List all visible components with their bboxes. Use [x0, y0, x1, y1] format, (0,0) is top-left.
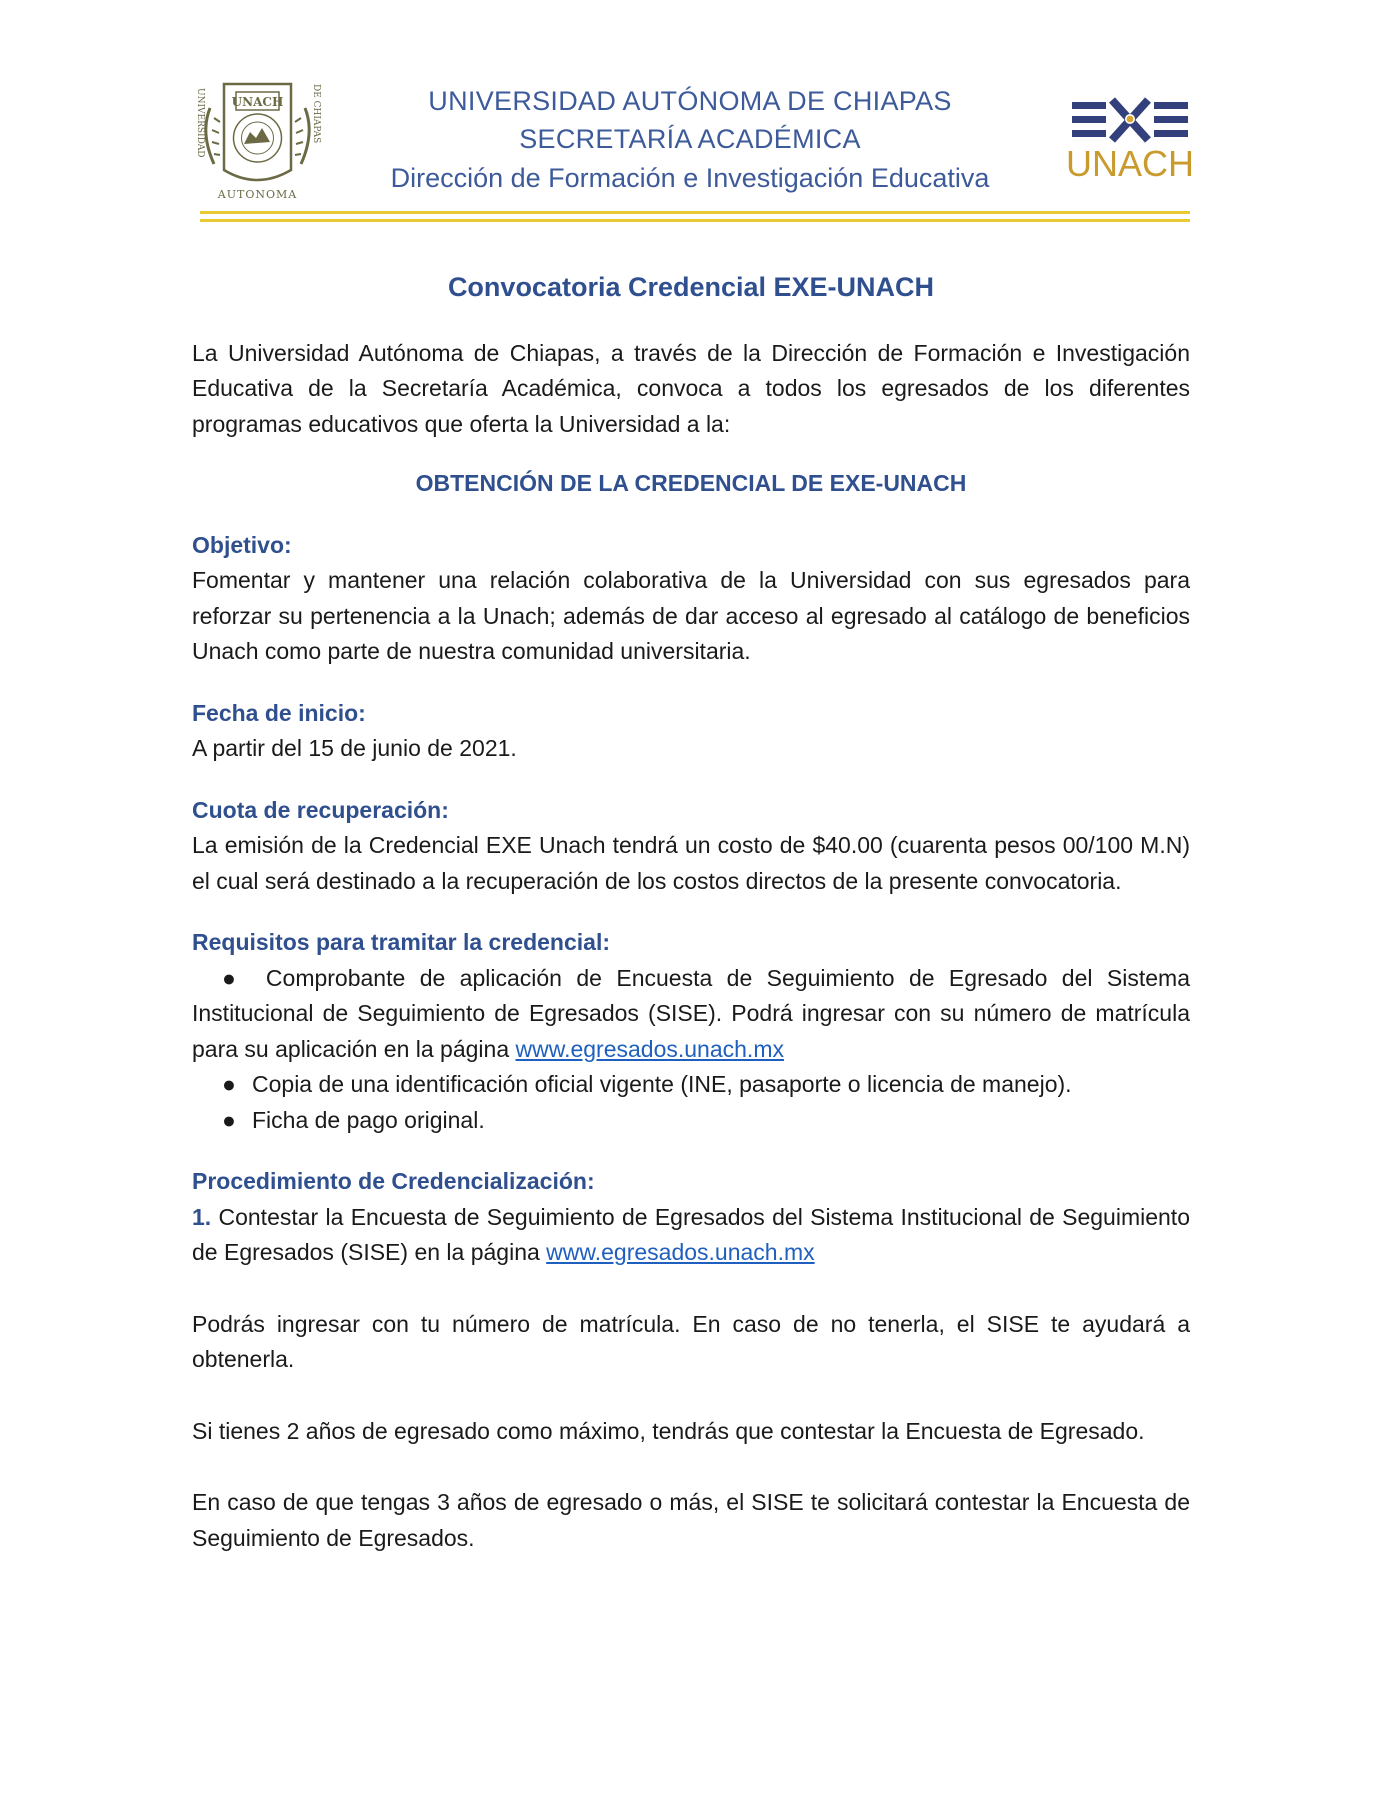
svg-text:UNACH: UNACH	[1065, 143, 1195, 184]
egresados-link[interactable]: www.egresados.unach.mx	[515, 1035, 784, 1062]
objetivo-heading: Objetivo:	[192, 531, 292, 558]
requisito-item-2-text: Copia de una identificación oficial vigente (INE, pasaporte o licencia de manejo).	[252, 1071, 1072, 1097]
svg-text:AUTONOMA: AUTONOMA	[217, 188, 298, 201]
fecha-heading: Fecha de inicio:	[192, 699, 366, 726]
egresados-link[interactable]: www.egresados.unach.mx	[546, 1239, 815, 1265]
bullet-icon: ●	[222, 1106, 236, 1133]
unach-seal-logo	[190, 78, 325, 202]
procedimiento-step-1	[192, 1200, 1190, 1271]
svg-text:DE CHIAPAS: DE CHIAPAS	[311, 84, 321, 144]
requisito-item-3-text: Ficha de pago original.	[252, 1106, 485, 1133]
call-subtitle: OBTENCIÓN DE LA CREDENCIAL DE EXE-UNACH	[415, 470, 967, 496]
secretariat-name: SECRETARÍA ACADÉMICA	[519, 124, 861, 154]
procedimiento-heading: Procedimiento de Credencialización:	[192, 1168, 595, 1194]
section-procedimiento	[192, 1164, 1190, 1556]
cuota-heading: Cuota de recuperación:	[192, 796, 449, 823]
requisito-item-3	[222, 1103, 1190, 1139]
step-number: 1.	[192, 1203, 212, 1230]
svg-text:UNACH: UNACH	[231, 95, 284, 109]
header-rule-bottom	[200, 219, 1190, 222]
requisito-item-2	[222, 1067, 1190, 1103]
header-rule-top	[200, 211, 1190, 214]
document-title: Convocatoria Credencial EXE-UNACH	[447, 272, 935, 302]
requisito-item-1	[192, 961, 1190, 1068]
cuota-text: La emisión de la Credencial EXE Unach tendrá un costo de $40.00 (cuarenta pesos 00/100 M.N) el cual será destinado a la recuperación de los costos directos de la presente convocatoria.	[192, 832, 1190, 894]
bullet-icon: ●	[222, 1071, 236, 1097]
requisito-item-1-text: Comprobante de aplicación de Encuesta de Seguimiento de Egresado del Sistema Institucional de Seguimiento de Egresados (SISE). Podrá ingresar con su número de matrícula para su aplicación en la página	[192, 964, 1190, 1062]
letterhead	[190, 72, 1200, 232]
university-name: UNIVERSIDAD AUTÓNOMA DE CHIAPAS	[428, 86, 952, 116]
exe-unach-logo	[1060, 86, 1200, 186]
procedimiento-para-2: Si tienes 2 años de egresado como máximo, tendrás que contestar la Encuesta de Egresado.	[192, 1417, 1145, 1444]
fecha-text: A partir del 15 de junio de 2021.	[192, 735, 517, 761]
directorate-name: Dirección de Formación e Investigación Educativa	[390, 163, 990, 193]
procedimiento-para-1: Podrás ingresar con tu número de matrícula. En caso de no tenerla, el SISE te ayudará a obtenerla.	[192, 1310, 1190, 1372]
section-cuota	[192, 793, 1190, 900]
step-1-text: Contestar la Encuesta de Seguimiento de Egresados del Sistema Institucional de Seguimiento de Egresados (SISE) en la página	[192, 1203, 1190, 1265]
section-objetivo	[192, 528, 1190, 670]
bullet-icon: ●	[222, 964, 244, 991]
objetivo-text: Fomentar y mantener una relación colaborativa de la Universidad con sus egresados para reforzar su pertenencia a la Unach; además de dar acceso al egresado al catálogo de beneficios Unach como parte de nuestra comunidad universitaria.	[192, 567, 1190, 664]
section-fecha	[192, 696, 1190, 767]
intro-paragraph: La Universidad Autónoma de Chiapas, a través de la Dirección de Formación e Investigación Educativa de la Secretaría Académica, convoca a todos los egresados de los diferentes programas educativos que oferta la Universidad a la:	[192, 339, 1190, 437]
procedimiento-para-3: En caso de que tengas 3 años de egresado o más, el SISE te solicitará contestar la Encuesta de Seguimiento de Egresados.	[192, 1489, 1190, 1551]
institution-header	[340, 82, 1040, 198]
svg-text:UNIVERSIDAD: UNIVERSIDAD	[195, 88, 205, 158]
section-requisitos	[192, 925, 1190, 1138]
document-body	[192, 262, 1190, 1582]
requisitos-heading: Requisitos para tramitar la credencial:	[192, 929, 610, 955]
